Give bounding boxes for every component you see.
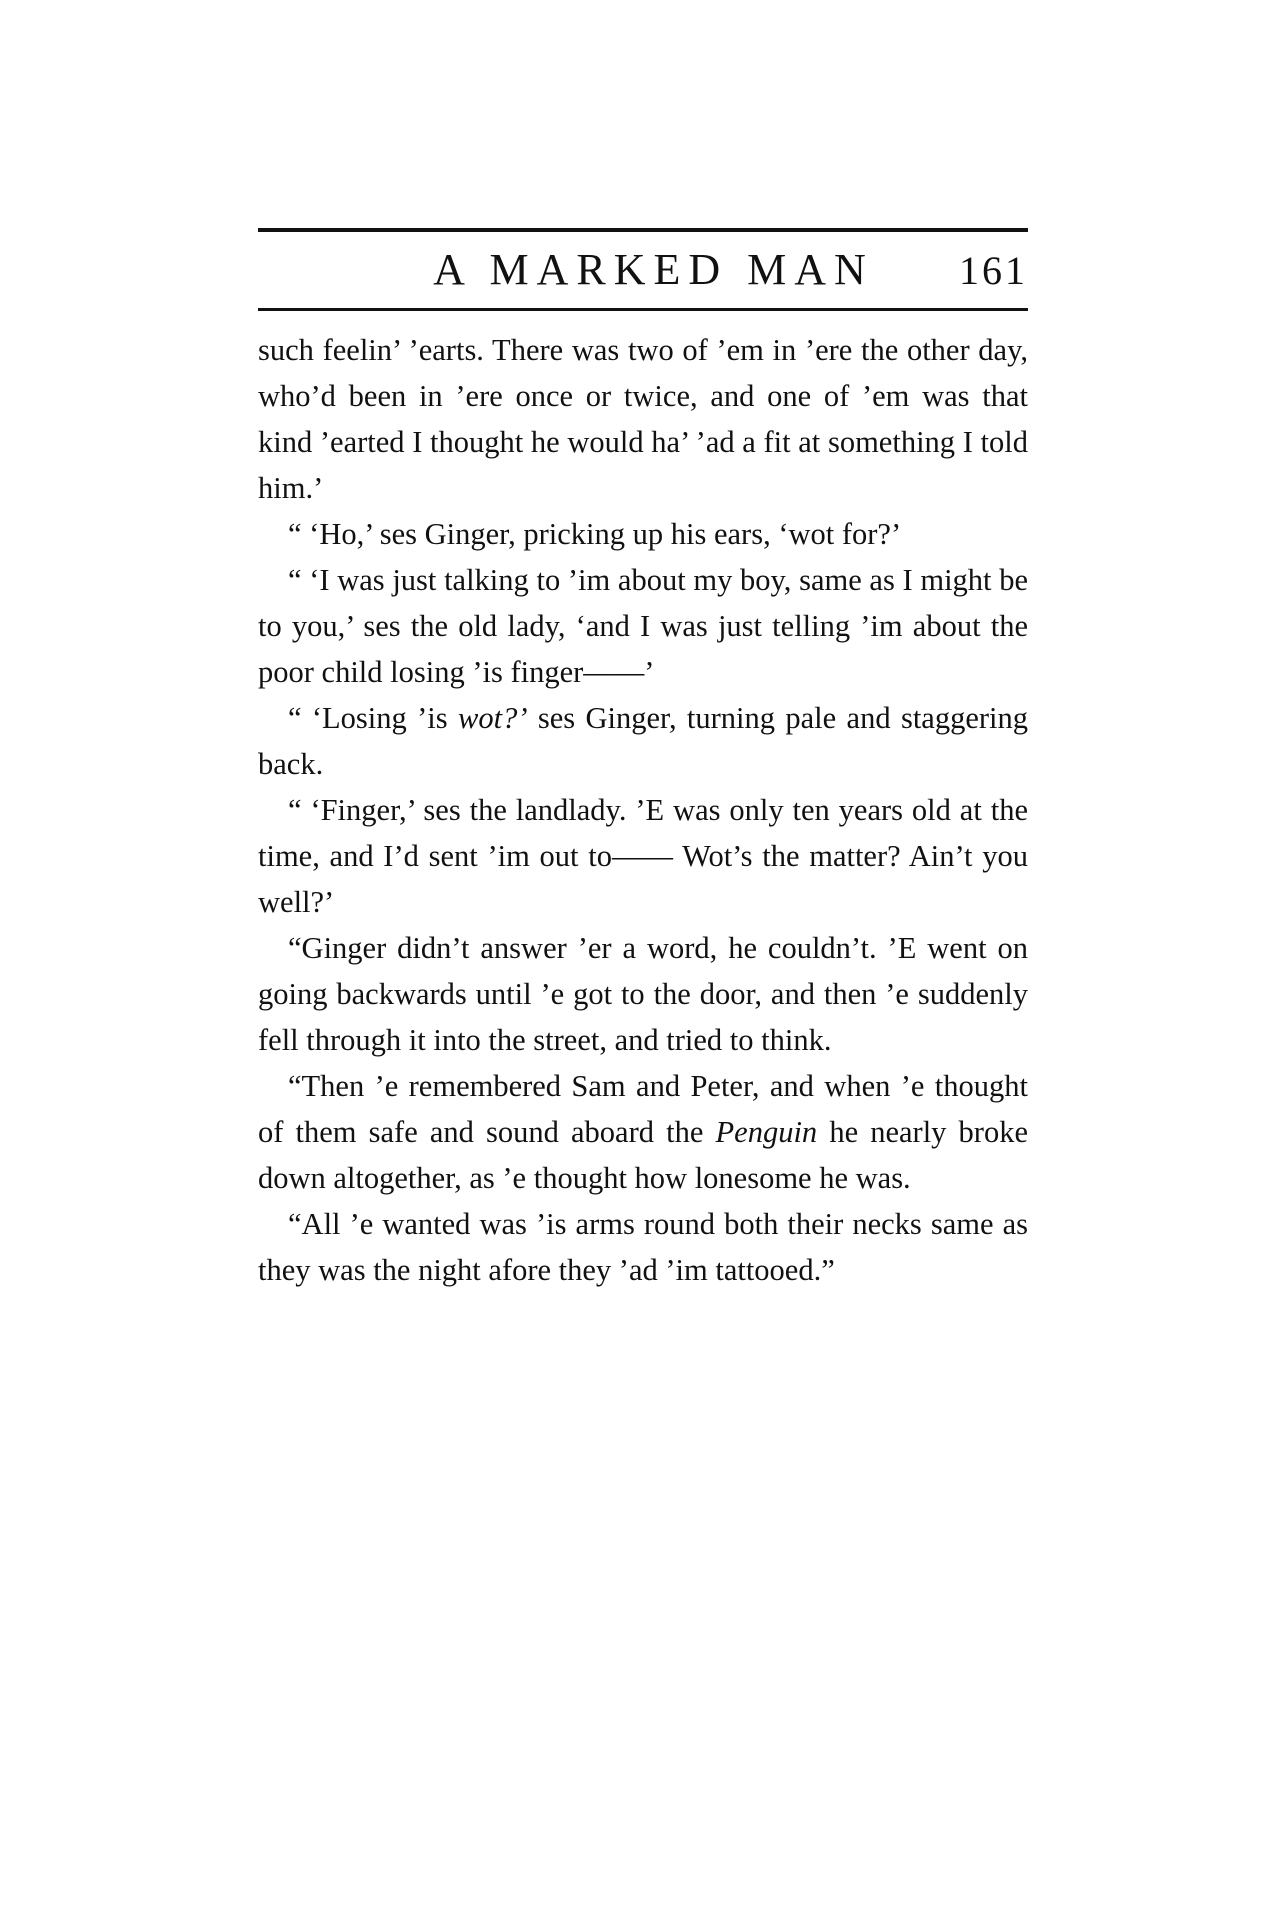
paragraph-5: “ ‘Finger,’ ses the landlady. ’E was only ten years old at the time, and I’d sent ’im out to—— Wot’s the matter? Ain’t you well?’	[258, 793, 1028, 919]
paragraph-7	[258, 1063, 1028, 1201]
book-page	[258, 228, 1028, 1293]
chapter-title: A MARKED MAN	[433, 245, 874, 294]
paragraph-7-start: “Then ’e remembered Sam and Peter, and when ’e thought of them safe and sound aboard the	[258, 1069, 1028, 1149]
paragraph-4	[258, 695, 1028, 787]
paragraph-4-start: “ ‘Losing ’is	[288, 701, 458, 735]
paragraph-3: “ ‘I was just talking to ’im about my boy, same as I might be to you,’ ses the old lady, ‘and I was just telling ’im about the poor child losing ’is finger——’	[258, 563, 1028, 689]
paragraph-4-italic: wot?’	[458, 701, 528, 735]
header-bottom-rule	[258, 308, 1028, 311]
paragraph-8: “All ’e wanted was ’is arms round both their necks same as they was the night afore they ’ad ’im tattooed.”	[258, 1207, 1028, 1287]
body-text	[258, 327, 1028, 1293]
paragraph-7-end: he nearly broke down altogether, as ’e thought how lonesome he was.	[258, 1115, 1028, 1195]
running-head	[258, 232, 1028, 308]
paragraph-4-end: ses Ginger, turning pale and staggering back.	[258, 701, 1028, 781]
paragraph-7-italic: Penguin	[715, 1115, 818, 1149]
paragraph-2: “ ‘Ho,’ ses Ginger, pricking up his ears, ‘wot for?’	[288, 517, 902, 551]
page-number: 161	[959, 248, 1028, 293]
paragraph-6: “Ginger didn’t answer ’er a word, he couldn’t. ’E went on going backwards until ’e got to the door, and then ’e suddenly fell through it into the street, and tried to think.	[258, 931, 1028, 1057]
paragraph-1: such feelin’ ’earts. There was two of ’em in ’ere the other day, who’d been in ’ere once or twice, and one of ’em was that kind ’earted I thought he would ha’ ’ad a fit at something I told him.’	[258, 333, 1028, 505]
